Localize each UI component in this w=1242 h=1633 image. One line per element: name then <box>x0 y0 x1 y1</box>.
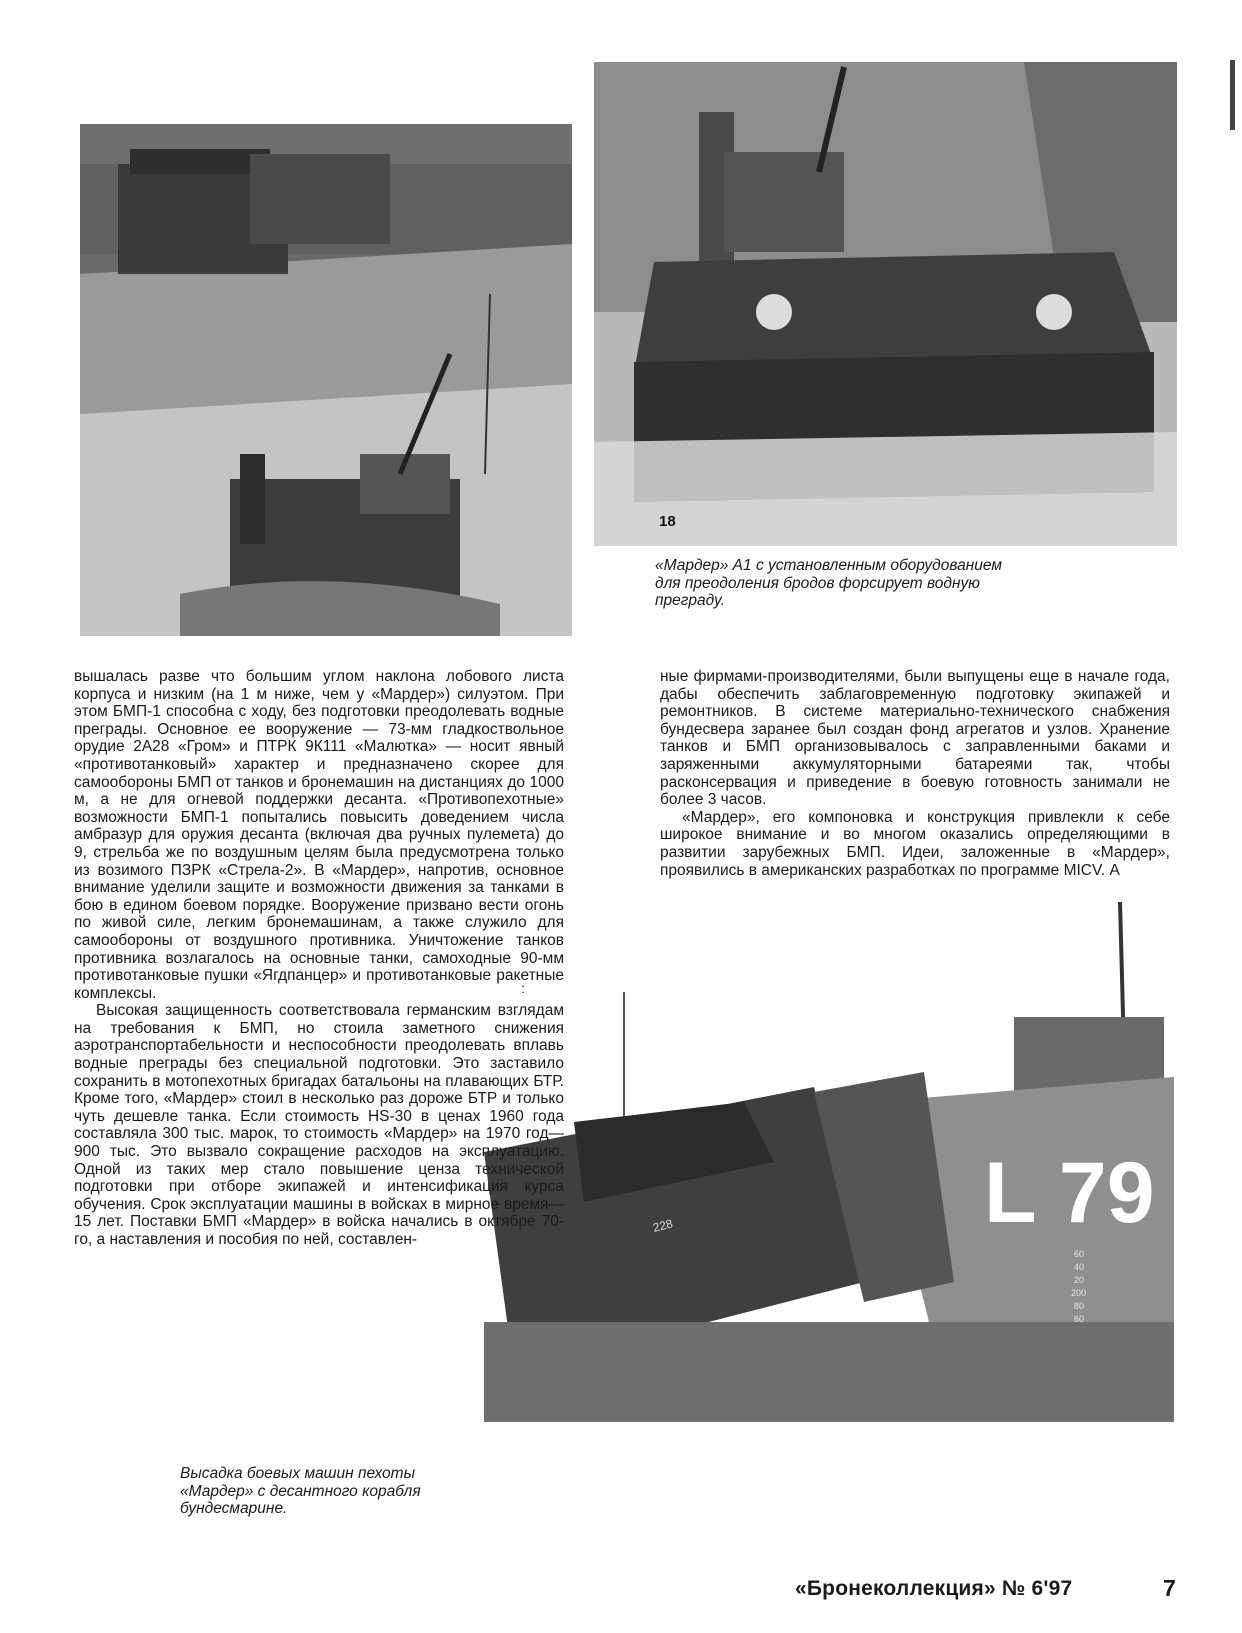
draft-mark: 60 <box>1074 1249 1085 1259</box>
scan-edge-artifact <box>1230 60 1235 130</box>
right-paragraph-1: ные фирмами-производителями, были выпущены еще в начале года, дабы обеспечить заблаговременную подготовку экипажей и ремонтников. В системе материально-технического снабжения бундесвера заранее был создан фонд агрегатов и узлов. Хранение танков и БМП организовывалось с заправленными баками и заряженными аккумуляторными батареями так, чтобы расконсервация и приведение в боевую готовность занимали не более 3 часов. <box>660 668 1170 809</box>
hull-number: L 79 <box>984 1145 1155 1241</box>
article-left-column <box>74 668 564 1249</box>
river-crossing-image <box>80 124 572 636</box>
left-paragraph-1: вышалась разве что большим углом наклона лобового листа корпуса и низким (на 1 м ниже, чем у «Мардер») силуэтом. При этом БМП-1 способна с ходу, без подготовки преодолевать водные преграды. Основное ее вооружение — 73-мм гладкоствольное орудие 2А28 «Гром» и ПТРК 9К111 «Малютка» — носит явный «противотанковый» характер и предназначено скорее для самообороны БМП от танков и бронемашин на дистанциях до 1000 м, а не для огневой поддержки десанта. «Противопехотные» возможности БМП-1 попытались повысить доведением числа амбразур для оружия десанта (включая два ручных пулемета) до 9, стрельба же по воздушным целям была предусмотрена только из возимого ПЗРК «Стрела-2». В «Мардер», напротив, основное внимание уделили защите и возможности движения за танками в бою в едином боевом порядке. Вооружение призвано вести огонь по живой силе, легким бронемашинам, а также служило для самообороны от воздушного противника. Уничтожение танков противника возлагалось на основные танки, самоходные 90-мм противотанковые пушки «Ягдпанцер» и противотанковые ракетные комплексы. <box>74 668 564 1002</box>
stray-mark: : <box>521 980 525 996</box>
draft-mark: 20 <box>1074 1275 1085 1285</box>
article-right-column <box>660 668 1170 879</box>
magazine-title: «Бронеколлекция» № 6'97 <box>795 1577 1073 1600</box>
draft-mark: 80 <box>1074 1301 1085 1311</box>
left-paragraph-2: Высокая защищенность соответствовала германским взглядам на требования к БМП, но стоила заметного снижения аэротранспортабельности и неспособности преодолевать вплавь водные преграды без специальной подготовки. Это заставило сохранить в мотопехотных бригадах батальоны на плавающих БТР. Кроме того, «Мардер» стоил в несколько раз дороже БТР и только чуть дешевле танка. Если стоимость HS-30 в ценах 1960 года составляла 300 тыс. марок, то стоимость «Мардер» на 1970 год— 900 тыс. Это вызвало сокращение расходов на эксплуатацию. Одной из таких мер стало повышение ценза технической подготовки при отборе экипажей и интенсификация курса обучения. Срок эксплуатации машины в войсках в мирное время— 15 лет. Поставки БМП «Мардер» в войска начались в октябре 70-го, а наставления и пособия по ней, составлен- <box>74 1002 564 1248</box>
draft-mark: 40 <box>1074 1262 1085 1272</box>
caption-marder-a1: «Мардер» А1 с установленным оборудованием для преодоления бродов форсирует водную преграду. <box>655 557 1002 610</box>
marder-a1-image <box>594 62 1177 546</box>
photo-river-crossing <box>80 124 572 636</box>
page-number: 7 <box>1163 1575 1176 1601</box>
draft-mark: 200 <box>1071 1288 1087 1298</box>
caption-landing-ship: Высадка боевых машин пехоты «Мардер» с десантного корабля бундесмарине. <box>180 1465 421 1518</box>
photo-marder-a1-fording <box>594 62 1177 546</box>
landing-ship-image <box>484 902 1174 1422</box>
photo-number: 18 <box>659 513 676 530</box>
photo-landing-ship <box>484 902 1174 1422</box>
vehicle-number: 228 <box>651 1216 675 1235</box>
right-paragraph-2: «Мардер», его компоновка и конструкция привлекли к себе широкое внимание и во многом оказались определяющими в развитии зарубежных БМП. Идеи, заложенные в «Мардер», проявились в американских разработках по программе MICV. А <box>660 808 1170 879</box>
draft-mark: 60 <box>1074 1314 1085 1324</box>
